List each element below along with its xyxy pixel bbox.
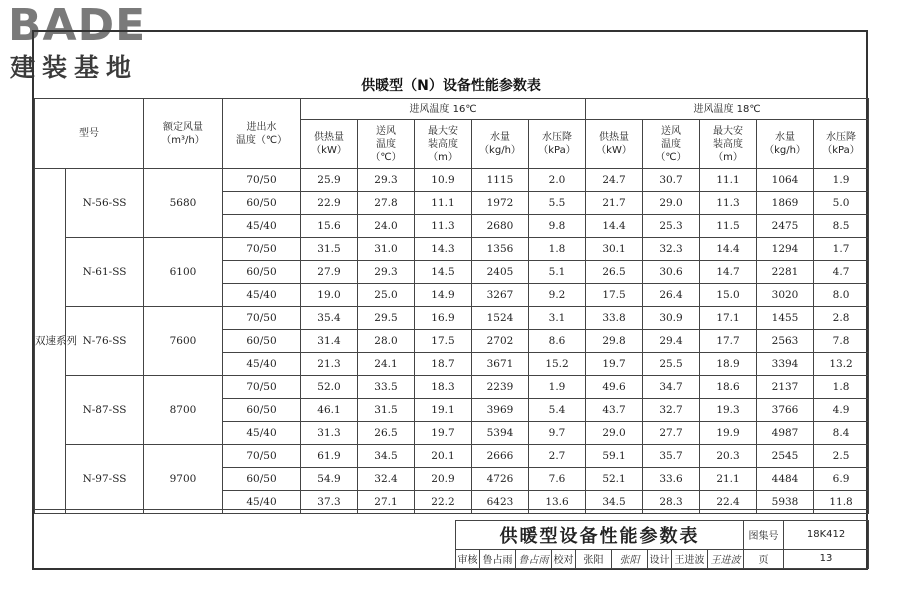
value-cell: 17.5: [415, 330, 472, 353]
value-cell: 17.5: [586, 284, 643, 307]
value-cell: 13.2: [814, 353, 869, 376]
header-group-16: 进风温度 16℃: [301, 99, 586, 120]
value-cell: 1064: [757, 169, 814, 192]
value-cell: 30.6: [643, 261, 700, 284]
table-row: [35, 376, 869, 399]
value-cell: 61.9: [301, 445, 358, 468]
water-temp-cell: 60/50: [223, 192, 301, 215]
value-cell: 19.3: [700, 399, 757, 422]
value-cell: 1.9: [814, 169, 869, 192]
model-airflow: 6100: [144, 238, 223, 307]
subheader-text: 送风: [661, 125, 682, 137]
subheader-text: （kW）: [596, 145, 632, 156]
value-cell: 29.3: [358, 261, 415, 284]
value-cell: 3766: [757, 399, 814, 422]
value-cell: 9.7: [529, 422, 586, 445]
value-cell: 17.1: [700, 307, 757, 330]
value-cell: 25.5: [643, 353, 700, 376]
value-cell: 5394: [472, 422, 529, 445]
value-cell: 5938: [757, 491, 814, 514]
value-cell: 18.6: [700, 376, 757, 399]
value-cell: 4.9: [814, 399, 869, 422]
header-water-temp-unit: 温度（℃）: [235, 134, 288, 146]
value-cell: 4484: [757, 468, 814, 491]
subheader-text: 最大安: [713, 125, 744, 137]
checker-signature: 张阳: [612, 549, 648, 568]
value-cell: 46.1: [301, 399, 358, 422]
value-cell: 35.7: [643, 445, 700, 468]
model-name: N-97-SS: [66, 445, 144, 514]
header-water-temp-line: 进出水: [246, 121, 277, 133]
value-cell: 32.7: [643, 399, 700, 422]
subheader-text: 最大安: [428, 125, 458, 137]
subheader-text: 装高度: [713, 138, 744, 150]
value-cell: 33.8: [586, 307, 643, 330]
table-body: [35, 169, 869, 514]
subheader-16-col-4: [529, 120, 586, 169]
value-cell: 20.1: [415, 445, 472, 468]
value-cell: 31.4: [301, 330, 358, 353]
table-row: [35, 445, 869, 468]
subheader-18-col-4: [814, 120, 869, 169]
value-cell: 31.0: [358, 238, 415, 261]
page-number: 13: [784, 549, 869, 568]
value-cell: 7.6: [529, 468, 586, 491]
value-cell: 3020: [757, 284, 814, 307]
subheader-text: （kW）: [311, 145, 347, 156]
value-cell: 54.9: [301, 468, 358, 491]
subheader-text: （kg/h）: [764, 145, 806, 156]
value-cell: 5.4: [529, 399, 586, 422]
value-cell: 32.3: [643, 238, 700, 261]
value-cell: 16.9: [415, 307, 472, 330]
value-cell: 18.3: [415, 376, 472, 399]
value-cell: 7.8: [814, 330, 869, 353]
water-temp-cell: 60/50: [223, 330, 301, 353]
value-cell: 34.5: [358, 445, 415, 468]
value-cell: 2545: [757, 445, 814, 468]
subheader-text: （kg/h）: [479, 145, 521, 156]
subheader-text: 温度: [661, 138, 682, 150]
value-cell: 29.5: [358, 307, 415, 330]
value-cell: 3394: [757, 353, 814, 376]
value-cell: 19.1: [415, 399, 472, 422]
value-cell: 31.3: [301, 422, 358, 445]
series-label-char: 速: [45, 334, 56, 347]
water-temp-cell: 60/50: [223, 468, 301, 491]
series-label-char: 列: [66, 334, 77, 347]
model-airflow: 9700: [144, 445, 223, 514]
value-cell: 9.2: [529, 284, 586, 307]
value-cell: 3.1: [529, 307, 586, 330]
value-cell: 5.5: [529, 192, 586, 215]
value-cell: 25.0: [358, 284, 415, 307]
design-label: 设计: [648, 549, 672, 568]
model-airflow: 8700: [144, 376, 223, 445]
subheader-text: （℃）: [370, 151, 402, 163]
value-cell: 4.7: [814, 261, 869, 284]
value-cell: 31.5: [358, 399, 415, 422]
header-water-temp: [223, 99, 301, 169]
value-cell: 2.0: [529, 169, 586, 192]
value-cell: 4726: [472, 468, 529, 491]
subheader-18-col-1: [643, 120, 700, 169]
value-cell: 8.4: [814, 422, 869, 445]
value-cell: 21.1: [700, 468, 757, 491]
value-cell: 2666: [472, 445, 529, 468]
value-cell: 1.7: [814, 238, 869, 261]
model-name: N-87-SS: [66, 376, 144, 445]
value-cell: 8.6: [529, 330, 586, 353]
reviewer-signature: 鲁占雨: [516, 549, 552, 568]
value-cell: 1.9: [529, 376, 586, 399]
value-cell: 2563: [757, 330, 814, 353]
subheader-text: 供热量: [599, 132, 630, 143]
water-temp-cell: 45/40: [223, 353, 301, 376]
water-temp-cell: 60/50: [223, 399, 301, 422]
table-row: [35, 307, 869, 330]
value-cell: 5.0: [814, 192, 869, 215]
value-cell: 22.4: [700, 491, 757, 514]
designer-name: 王进波: [672, 549, 708, 568]
subheader-16-col-2: [415, 120, 472, 169]
value-cell: 19.9: [700, 422, 757, 445]
subheader-text: 温度: [376, 138, 396, 150]
value-cell: 20.9: [415, 468, 472, 491]
value-cell: 3267: [472, 284, 529, 307]
subheader-text: （kPa）: [538, 145, 576, 156]
subheader-text: 水量: [775, 132, 796, 143]
subheader-text: 水量: [490, 132, 510, 143]
header-airflow-line: 额定风量: [163, 121, 203, 133]
subheader-text: 水压降: [826, 132, 857, 143]
water-temp-cell: 70/50: [223, 445, 301, 468]
model-airflow: 7600: [144, 307, 223, 376]
water-temp-cell: 70/50: [223, 238, 301, 261]
value-cell: 3671: [472, 353, 529, 376]
value-cell: 49.6: [586, 376, 643, 399]
performance-table: [34, 98, 869, 514]
value-cell: 13.6: [529, 491, 586, 514]
value-cell: 22.2: [415, 491, 472, 514]
value-cell: 26.5: [358, 422, 415, 445]
footer-divider: [34, 509, 868, 510]
value-cell: 11.1: [700, 169, 757, 192]
value-cell: 2137: [757, 376, 814, 399]
value-cell: 19.7: [415, 422, 472, 445]
value-cell: 14.5: [415, 261, 472, 284]
value-cell: 2.8: [814, 307, 869, 330]
value-cell: 10.9: [415, 169, 472, 192]
review-label: 审核: [456, 549, 480, 568]
value-cell: 2680: [472, 215, 529, 238]
value-cell: 37.3: [301, 491, 358, 514]
model-name: N-61-SS: [66, 238, 144, 307]
header-airflow-unit: （m³/h）: [161, 134, 205, 146]
value-cell: 6.9: [814, 468, 869, 491]
value-cell: 27.9: [301, 261, 358, 284]
value-cell: 27.7: [643, 422, 700, 445]
value-cell: 29.0: [586, 422, 643, 445]
value-cell: 29.0: [643, 192, 700, 215]
series-label: [35, 169, 77, 514]
logo-subtitle: 建装基地: [10, 53, 139, 82]
model-name: N-56-SS: [66, 169, 144, 238]
value-cell: 25.3: [643, 215, 700, 238]
value-cell: 11.3: [700, 192, 757, 215]
water-temp-cell: 45/40: [223, 491, 301, 514]
value-cell: 15.2: [529, 353, 586, 376]
subheader-18-col-3: [757, 120, 814, 169]
atlas-number: 18K412: [784, 521, 869, 550]
value-cell: 32.4: [358, 468, 415, 491]
value-cell: 18.7: [415, 353, 472, 376]
value-cell: 27.8: [358, 192, 415, 215]
value-cell: 52.0: [301, 376, 358, 399]
value-cell: 29.3: [358, 169, 415, 192]
value-cell: 1356: [472, 238, 529, 261]
value-cell: 35.4: [301, 307, 358, 330]
water-temp-cell: 70/50: [223, 376, 301, 399]
subheader-text: （m）: [428, 151, 458, 163]
value-cell: 4987: [757, 422, 814, 445]
water-temp-cell: 45/40: [223, 215, 301, 238]
value-cell: 2.7: [529, 445, 586, 468]
value-cell: 19.7: [586, 353, 643, 376]
title-block-title: 供暖型设备性能参数表: [456, 521, 744, 550]
value-cell: 2.5: [814, 445, 869, 468]
subheader-text: （℃）: [655, 151, 687, 163]
subheader-16-col-1: [358, 120, 415, 169]
value-cell: 14.4: [700, 238, 757, 261]
value-cell: 2281: [757, 261, 814, 284]
value-cell: 14.3: [415, 238, 472, 261]
value-cell: 9.8: [529, 215, 586, 238]
value-cell: 18.9: [700, 353, 757, 376]
value-cell: 30.7: [643, 169, 700, 192]
value-cell: 14.4: [586, 215, 643, 238]
subheader-18-col-0: [586, 120, 643, 169]
value-cell: 2475: [757, 215, 814, 238]
series-label-char: 双: [35, 334, 46, 347]
subheader-text: 送风: [376, 125, 396, 137]
value-cell: 24.1: [358, 353, 415, 376]
value-cell: 29.4: [643, 330, 700, 353]
value-cell: 30.9: [643, 307, 700, 330]
value-cell: 26.4: [643, 284, 700, 307]
subheader-text: （kPa）: [822, 145, 860, 156]
value-cell: 28.3: [643, 491, 700, 514]
reviewer-name: 鲁占雨: [480, 549, 516, 568]
value-cell: 2239: [472, 376, 529, 399]
value-cell: 8.5: [814, 215, 869, 238]
value-cell: 31.5: [301, 238, 358, 261]
value-cell: 52.1: [586, 468, 643, 491]
check-label: 校对: [552, 549, 576, 568]
value-cell: 43.7: [586, 399, 643, 422]
value-cell: 25.9: [301, 169, 358, 192]
value-cell: 33.6: [643, 468, 700, 491]
value-cell: 2702: [472, 330, 529, 353]
value-cell: 33.5: [358, 376, 415, 399]
value-cell: 11.3: [415, 215, 472, 238]
value-cell: 6423: [472, 491, 529, 514]
value-cell: 1455: [757, 307, 814, 330]
model-airflow: 5680: [144, 169, 223, 238]
subheader-18-col-2: [700, 120, 757, 169]
water-temp-cell: 70/50: [223, 307, 301, 330]
subheader-text: （m）: [713, 151, 743, 163]
value-cell: 14.7: [700, 261, 757, 284]
series-label-char: 系: [56, 334, 67, 347]
value-cell: 8.0: [814, 284, 869, 307]
value-cell: 24.0: [358, 215, 415, 238]
value-cell: 28.0: [358, 330, 415, 353]
atlas-label: 图集号: [744, 521, 784, 550]
header-group-18: 进风温度 18℃: [586, 99, 869, 120]
value-cell: 21.3: [301, 353, 358, 376]
value-cell: 30.1: [586, 238, 643, 261]
water-temp-cell: 60/50: [223, 261, 301, 284]
water-temp-cell: 45/40: [223, 284, 301, 307]
value-cell: 27.1: [358, 491, 415, 514]
value-cell: 15.6: [301, 215, 358, 238]
subheader-text: 水压降: [542, 132, 572, 143]
logo-wordmark: BADE: [8, 0, 147, 51]
table-row: [35, 169, 869, 192]
model-name: N-76-SS: [66, 307, 144, 376]
value-cell: 1115: [472, 169, 529, 192]
value-cell: 1869: [757, 192, 814, 215]
value-cell: 11.5: [700, 215, 757, 238]
value-cell: 1524: [472, 307, 529, 330]
value-cell: 3969: [472, 399, 529, 422]
value-cell: 26.5: [586, 261, 643, 284]
value-cell: 21.7: [586, 192, 643, 215]
checker-name: 张阳: [576, 549, 612, 568]
subheader-text: 装高度: [428, 138, 458, 150]
header-airflow: [144, 99, 223, 169]
value-cell: 20.3: [700, 445, 757, 468]
value-cell: 2405: [472, 261, 529, 284]
subheader-text: 供热量: [314, 132, 344, 143]
subheader-16-col-0: [301, 120, 358, 169]
value-cell: 11.8: [814, 491, 869, 514]
designer-signature: 王进波: [708, 549, 744, 568]
table-row: [35, 238, 869, 261]
value-cell: 11.1: [415, 192, 472, 215]
subheader-16-col-3: [472, 120, 529, 169]
value-cell: 59.1: [586, 445, 643, 468]
water-temp-cell: 45/40: [223, 422, 301, 445]
value-cell: 19.0: [301, 284, 358, 307]
value-cell: 24.7: [586, 169, 643, 192]
value-cell: 1294: [757, 238, 814, 261]
header-model: 型号: [35, 99, 144, 169]
value-cell: 5.1: [529, 261, 586, 284]
title-block: [455, 520, 869, 569]
value-cell: 1972: [472, 192, 529, 215]
value-cell: 1.8: [529, 238, 586, 261]
page-label: 页: [744, 549, 784, 568]
water-temp-cell: 70/50: [223, 169, 301, 192]
value-cell: 17.7: [700, 330, 757, 353]
table-title: 供暖型（N）设备性能参数表: [361, 78, 541, 94]
value-cell: 34.7: [643, 376, 700, 399]
value-cell: 22.9: [301, 192, 358, 215]
value-cell: 15.0: [700, 284, 757, 307]
value-cell: 34.5: [586, 491, 643, 514]
value-cell: 14.9: [415, 284, 472, 307]
value-cell: 1.8: [814, 376, 869, 399]
value-cell: 29.8: [586, 330, 643, 353]
